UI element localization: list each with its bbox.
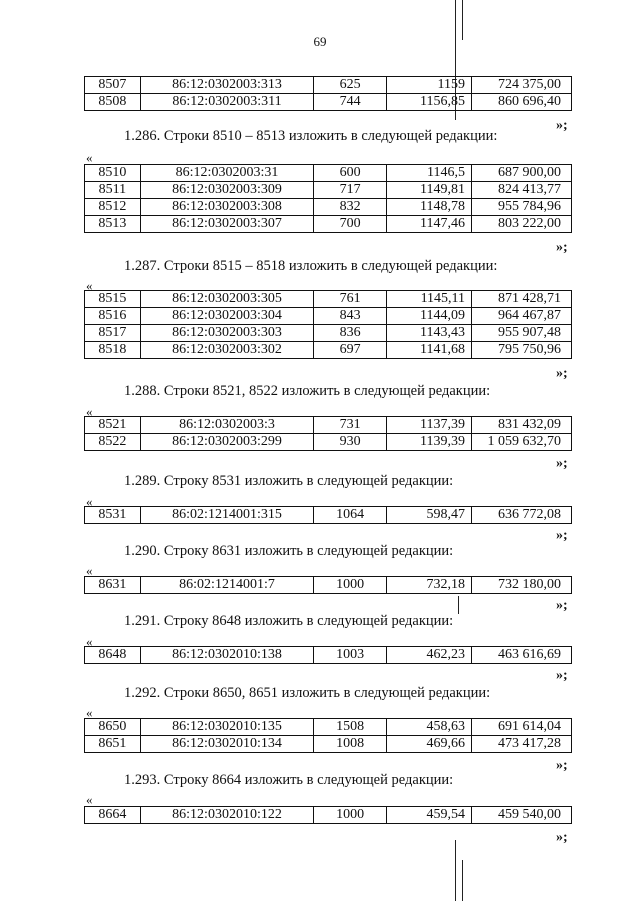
row-number-cell: 8512 xyxy=(85,199,141,216)
scan-artifact-line xyxy=(462,860,463,901)
open-quote: « xyxy=(86,494,93,509)
scan-artifact-line xyxy=(458,596,459,614)
area-cell: 731 xyxy=(314,417,387,434)
cadastral-number-cell: 86:12:0302003:299 xyxy=(140,434,314,451)
area-cell: 1008 xyxy=(314,736,387,753)
cadastral-number-cell: 86:12:0302010:138 xyxy=(140,647,314,664)
value-cell: 955 784,96 xyxy=(472,199,572,216)
area-cell: 1064 xyxy=(314,507,387,524)
cadastral-number-cell: 86:12:0302003:309 xyxy=(140,182,314,199)
value-cell: 955 907,48 xyxy=(472,325,572,342)
parcel-table xyxy=(84,576,572,594)
cadastral-number-cell: 86:12:0302003:305 xyxy=(140,291,314,308)
rate-cell: 1159 xyxy=(386,77,471,94)
table-row xyxy=(85,507,572,524)
parcel-table xyxy=(84,76,572,111)
area-cell: 1508 xyxy=(314,719,387,736)
cadastral-number-cell: 86:12:0302003:307 xyxy=(140,216,314,233)
value-cell: 459 540,00 xyxy=(472,807,572,824)
row-number-cell: 8531 xyxy=(85,507,141,524)
parcel-table xyxy=(84,806,572,824)
section-heading: 1.292. Строки 8650, 8651 изложить в следующей редакции: xyxy=(124,685,491,701)
rate-cell: 1147,46 xyxy=(386,216,471,233)
rate-cell: 598,47 xyxy=(386,507,471,524)
rate-cell: 1149,81 xyxy=(386,182,471,199)
cadastral-number-cell: 86:12:0302003:308 xyxy=(140,199,314,216)
table-row xyxy=(85,719,572,736)
section-heading: 1.293. Строку 8664 изложить в следующей редакции: xyxy=(124,772,454,788)
cadastral-number-cell: 86:12:0302003:31 xyxy=(140,165,314,182)
value-cell: 473 417,28 xyxy=(472,736,572,753)
row-number-cell: 8507 xyxy=(85,77,141,94)
table-row xyxy=(85,94,572,111)
row-number-cell: 8518 xyxy=(85,342,141,359)
open-quote: « xyxy=(86,705,93,720)
table-row xyxy=(85,291,572,308)
row-number-cell: 8508 xyxy=(85,94,141,111)
rate-cell: 1148,78 xyxy=(386,199,471,216)
table-row xyxy=(85,647,572,664)
row-number-cell: 8517 xyxy=(85,325,141,342)
cadastral-number-cell: 86:12:0302010:122 xyxy=(140,807,314,824)
table-row xyxy=(85,577,572,594)
rate-cell: 732,18 xyxy=(386,577,471,594)
close-quote: »; xyxy=(556,240,568,255)
value-cell: 1 059 632,70 xyxy=(472,434,572,451)
parcel-table xyxy=(84,506,572,524)
close-quote: »; xyxy=(556,598,568,613)
area-cell: 761 xyxy=(314,291,387,308)
open-quote: « xyxy=(86,278,93,293)
table-row xyxy=(85,77,572,94)
area-cell: 600 xyxy=(314,165,387,182)
rate-cell: 1141,68 xyxy=(386,342,471,359)
scan-artifact-line xyxy=(462,0,463,40)
row-number-cell: 8515 xyxy=(85,291,141,308)
close-quote: »; xyxy=(556,758,568,773)
value-cell: 636 772,08 xyxy=(472,507,572,524)
area-cell: 843 xyxy=(314,308,387,325)
value-cell: 871 428,71 xyxy=(472,291,572,308)
rate-cell: 1139,39 xyxy=(386,434,471,451)
row-number-cell: 8510 xyxy=(85,165,141,182)
close-quote: »; xyxy=(556,366,568,381)
scan-artifact-line xyxy=(455,840,456,901)
value-cell: 795 750,96 xyxy=(472,342,572,359)
rate-cell: 1145,11 xyxy=(386,291,471,308)
value-cell: 831 432,09 xyxy=(472,417,572,434)
value-cell: 964 467,87 xyxy=(472,308,572,325)
parcel-table xyxy=(84,646,572,664)
cadastral-number-cell: 86:12:0302010:135 xyxy=(140,719,314,736)
area-cell: 1003 xyxy=(314,647,387,664)
cadastral-number-cell: 86:12:0302003:302 xyxy=(140,342,314,359)
page-number: 69 xyxy=(313,34,327,49)
rate-cell: 458,63 xyxy=(386,719,471,736)
area-cell: 717 xyxy=(314,182,387,199)
cadastral-number-cell: 86:12:0302010:134 xyxy=(140,736,314,753)
table-row xyxy=(85,736,572,753)
table-row xyxy=(85,342,572,359)
table-row xyxy=(85,182,572,199)
area-cell: 1000 xyxy=(314,577,387,594)
cadastral-number-cell: 86:12:0302003:304 xyxy=(140,308,314,325)
area-cell: 697 xyxy=(314,342,387,359)
section-heading: 1.287. Строки 8515 – 8518 изложить в следующей редакции: xyxy=(124,258,498,274)
value-cell: 463 616,69 xyxy=(472,647,572,664)
value-cell: 687 900,00 xyxy=(472,165,572,182)
row-number-cell: 8648 xyxy=(85,647,141,664)
row-number-cell: 8511 xyxy=(85,182,141,199)
rate-cell: 1146,5 xyxy=(386,165,471,182)
area-cell: 744 xyxy=(314,94,387,111)
rate-cell: 1156,85 xyxy=(386,94,471,111)
area-cell: 832 xyxy=(314,199,387,216)
value-cell: 691 614,04 xyxy=(472,719,572,736)
close-quote: »; xyxy=(556,668,568,683)
row-number-cell: 8664 xyxy=(85,807,141,824)
section-heading: 1.286. Строки 8510 – 8513 изложить в следующей редакции: xyxy=(124,128,498,144)
rate-cell: 1143,43 xyxy=(386,325,471,342)
area-cell: 930 xyxy=(314,434,387,451)
parcel-table xyxy=(84,718,572,753)
cadastral-number-cell: 86:12:0302003:3 xyxy=(140,417,314,434)
cadastral-number-cell: 86:02:1214001:315 xyxy=(140,507,314,524)
row-number-cell: 8521 xyxy=(85,417,141,434)
section-heading: 1.290. Строку 8631 изложить в следующей редакции: xyxy=(124,543,454,559)
row-number-cell: 8522 xyxy=(85,434,141,451)
close-quote: »; xyxy=(556,118,568,133)
row-number-cell: 8651 xyxy=(85,736,141,753)
row-number-cell: 8516 xyxy=(85,308,141,325)
open-quote: « xyxy=(86,634,93,649)
value-cell: 732 180,00 xyxy=(472,577,572,594)
rate-cell: 469,66 xyxy=(386,736,471,753)
section-heading: 1.289. Строку 8531 изложить в следующей редакции: xyxy=(124,473,454,489)
open-quote: « xyxy=(86,792,93,807)
row-number-cell: 8650 xyxy=(85,719,141,736)
rate-cell: 1137,39 xyxy=(386,417,471,434)
value-cell: 860 696,40 xyxy=(472,94,572,111)
section-heading: 1.291. Строку 8648 изложить в следующей редакции: xyxy=(124,613,454,629)
rate-cell: 1144,09 xyxy=(386,308,471,325)
table-row xyxy=(85,199,572,216)
close-quote: »; xyxy=(556,528,568,543)
table-row xyxy=(85,308,572,325)
open-quote: « xyxy=(86,563,93,578)
area-cell: 836 xyxy=(314,325,387,342)
value-cell: 803 222,00 xyxy=(472,216,572,233)
cadastral-number-cell: 86:12:0302003:303 xyxy=(140,325,314,342)
open-quote: « xyxy=(86,404,93,419)
cadastral-number-cell: 86:12:0302003:313 xyxy=(140,77,314,94)
row-number-cell: 8513 xyxy=(85,216,141,233)
close-quote: »; xyxy=(556,456,568,471)
parcel-table xyxy=(84,164,572,233)
table-row xyxy=(85,434,572,451)
table-row xyxy=(85,807,572,824)
table-row xyxy=(85,325,572,342)
open-quote: « xyxy=(86,150,93,165)
parcel-table xyxy=(84,416,572,451)
value-cell: 724 375,00 xyxy=(472,77,572,94)
area-cell: 625 xyxy=(314,77,387,94)
cadastral-number-cell: 86:02:1214001:7 xyxy=(140,577,314,594)
close-quote: »; xyxy=(556,830,568,845)
rate-cell: 462,23 xyxy=(386,647,471,664)
area-cell: 700 xyxy=(314,216,387,233)
rate-cell: 459,54 xyxy=(386,807,471,824)
section-heading: 1.288. Строки 8521, 8522 изложить в следующей редакции: xyxy=(124,383,491,399)
table-row xyxy=(85,165,572,182)
value-cell: 824 413,77 xyxy=(472,182,572,199)
table-row xyxy=(85,216,572,233)
table-row xyxy=(85,417,572,434)
cadastral-number-cell: 86:12:0302003:311 xyxy=(140,94,314,111)
area-cell: 1000 xyxy=(314,807,387,824)
row-number-cell: 8631 xyxy=(85,577,141,594)
parcel-table xyxy=(84,290,572,359)
